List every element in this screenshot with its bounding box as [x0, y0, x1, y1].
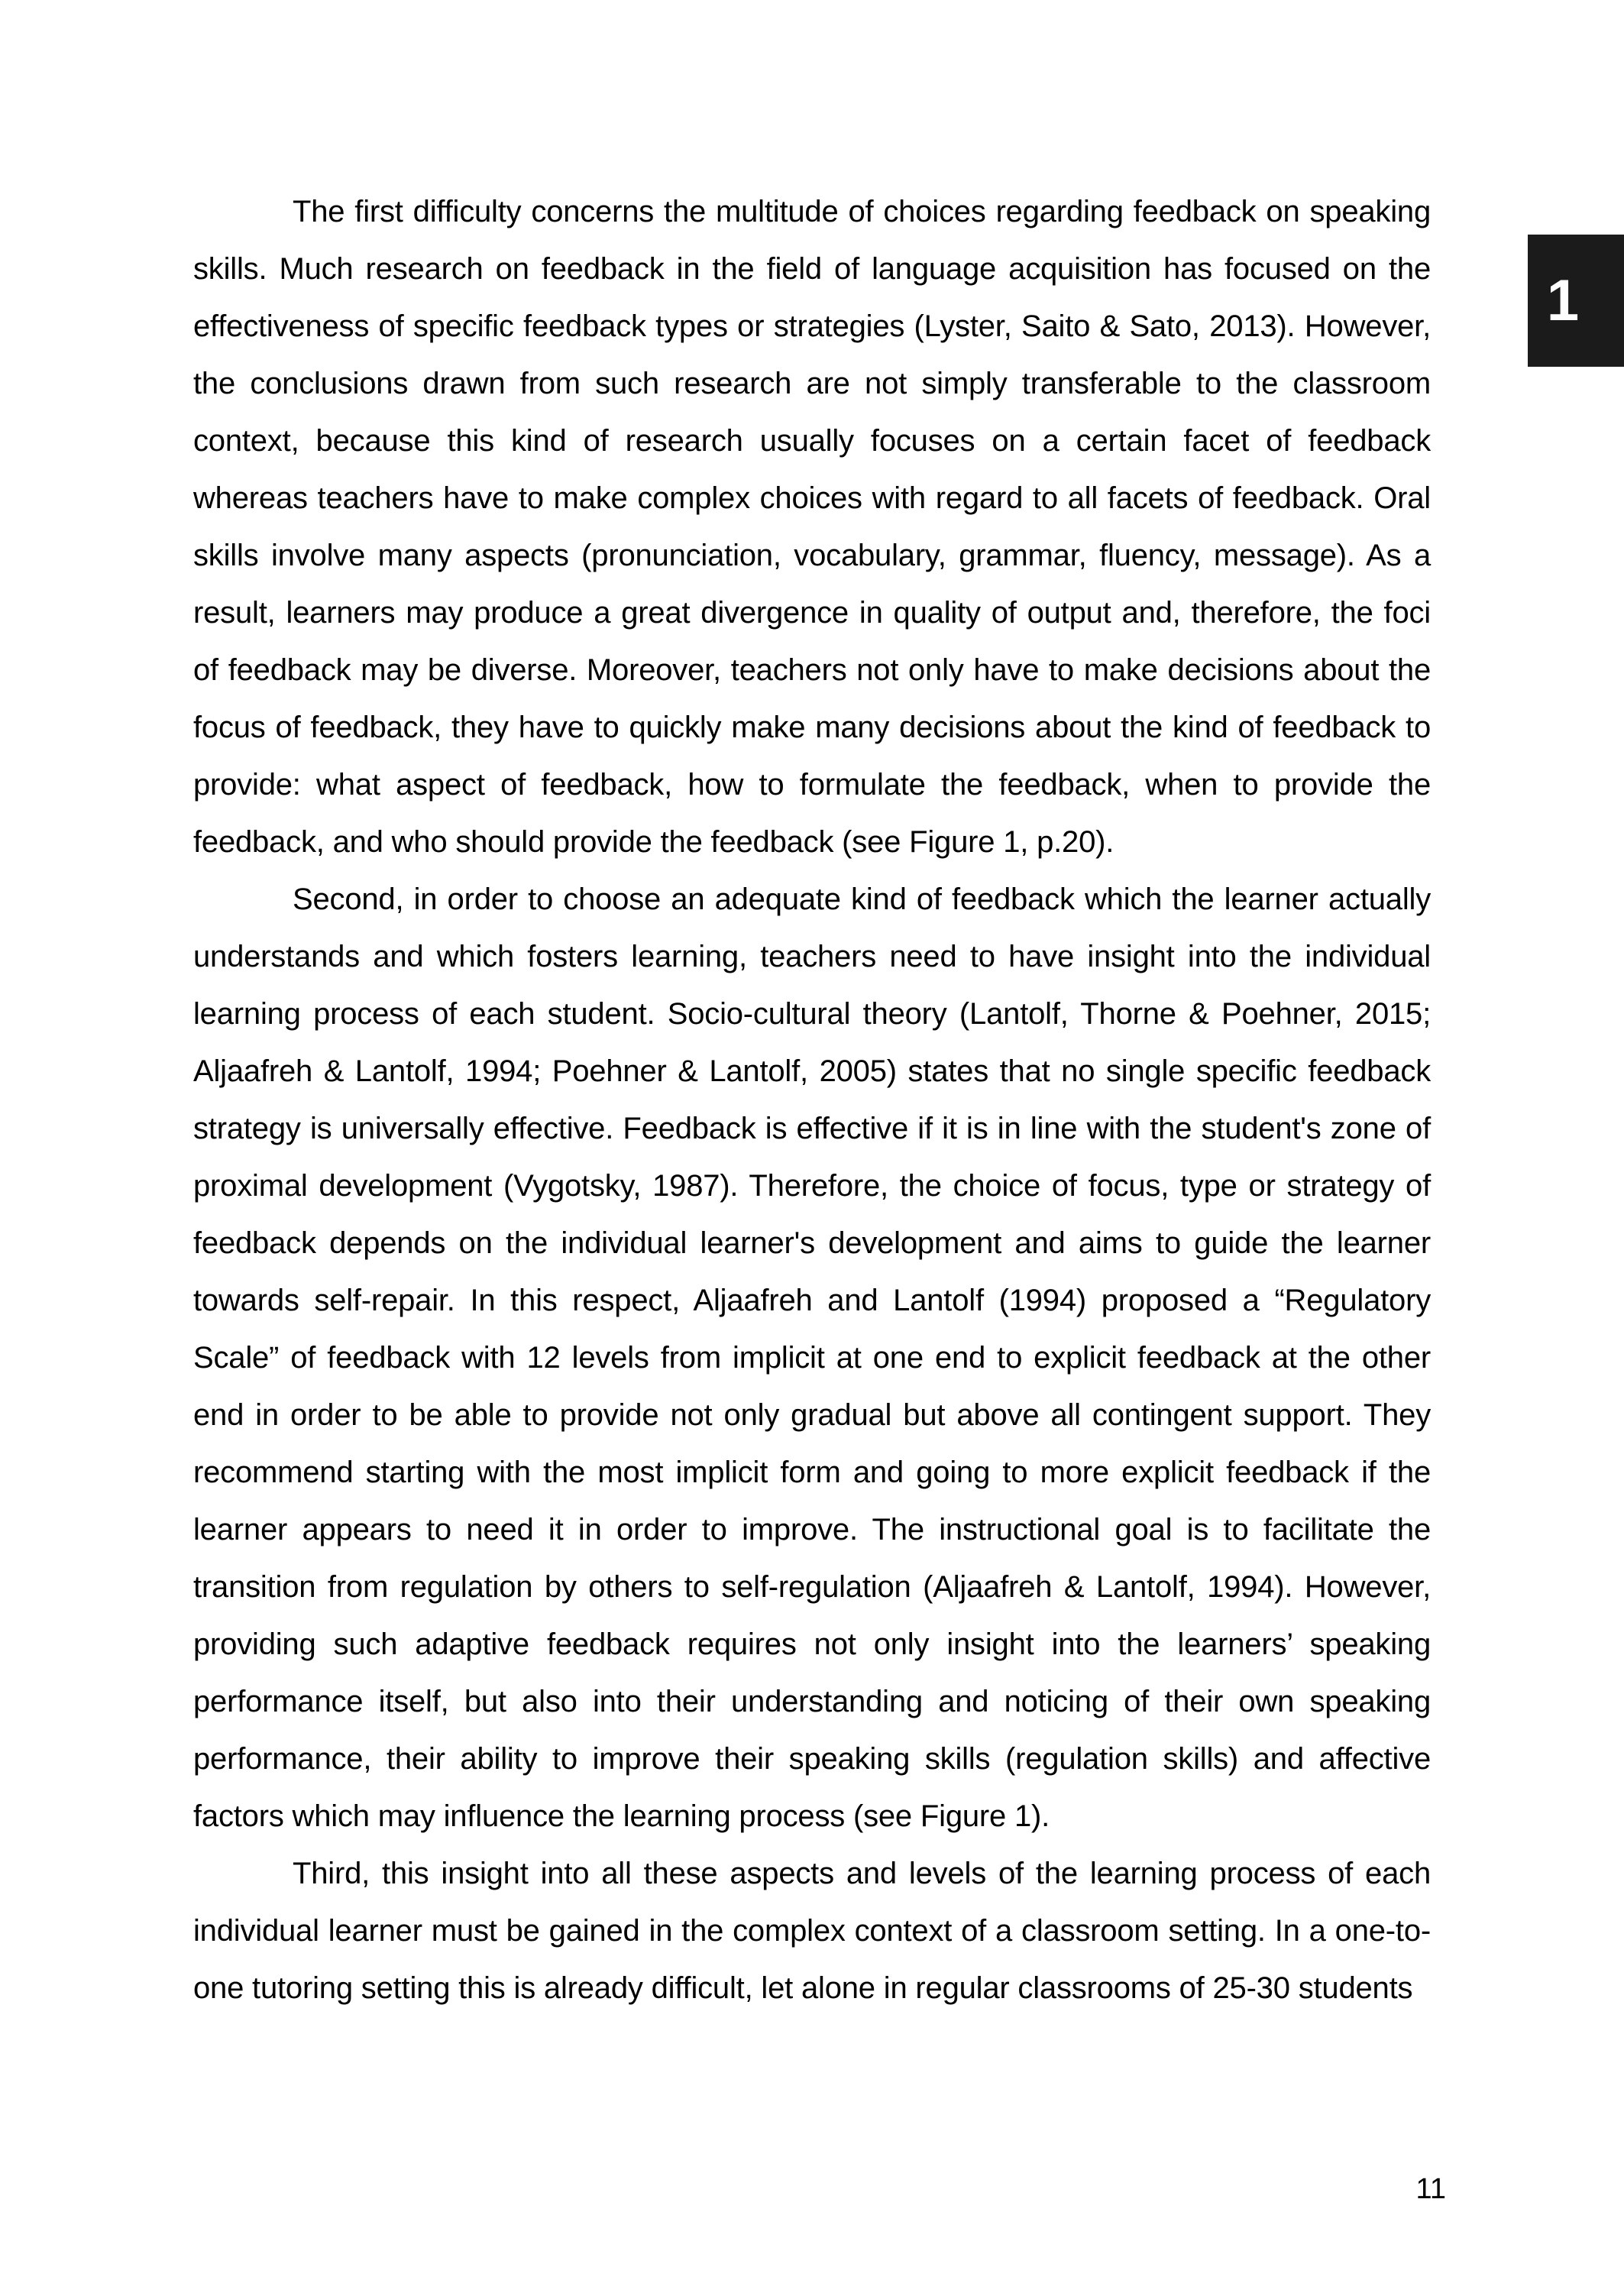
- paragraph-third-difficulty: Third, this insight into all these aspects and levels of the learning process of each individual learner must be gained in the complex context of a classroom setting. In a one-to-one tutoring setting this is already difficult, let alone in regular classrooms of 25-30 students: [193, 1857, 1431, 2005]
- paragraph-first-difficulty: The first difficulty concerns the multitude of choices regarding feedback on speaking skills. Much research on feedback in the field of language acquisition has focused on the effectiveness of specific feedback types or strategies (Lyster, Saito & Sato, 2013). However, the conclusions drawn from such research are not simply transferable to the classroom context, because this kind of research usually focuses on a certain facet of feedback whereas teachers have to make complex choices with regard to all facets of feedback. Oral skills involve many aspects (pronunciation, vocabulary, grammar, fluency, message). As a result, learners may produce a great divergence in quality of output and, therefore, the foci of feedback may be diverse. Moreover, teachers not only have to make decisions about the focus of feedback, they have to quickly make many decisions about the kind of feedback to provide: what aspect of feedback, how to formulate the feedback, when to provide the feedback, and who should provide the feedback (see Figure 1, p.20).: [193, 195, 1431, 859]
- page-number: 11: [1415, 2173, 1446, 2205]
- chapter-tab: [1528, 235, 1624, 367]
- chapter-number: 1: [1546, 268, 1580, 333]
- page-content: [193, 183, 1431, 2017]
- paragraph-second-difficulty: Second, in order to choose an adequate kind of feedback which the learner actually understands and which fosters learning, teachers need to have insight into the individual learning process of each student. Socio-cultural theory (Lantolf, Thorne & Poehner, 2015; Aljaafreh & Lantolf, 1994; Poehner & Lantolf, 2005) states that no single specific feedback strategy is universally effective. Feedback is effective if it is in line with the student's zone of proximal development (Vygotsky, 1987). Therefore, the choice of focus, type or strategy of feedback depends on the individual learner's development and aims to guide the learner towards self-repair. In this respect, Aljaafreh and Lantolf (1994) proposed a “Regulatory Scale” of feedback with 12 levels from implicit at one end to explicit feedback at the other end in order to be able to provide not only gradual but above all contingent support. They recommend starting with the most implicit form and going to more explicit feedback if the learner appears to need it in order to improve. The instructional goal is to facilitate the transition from regulation by others to self-regulation (Aljaafreh & Lantolf, 1994). However, providing such adaptive feedback requires not only insight into the learners’ speaking performance itself, but also into their understanding and noticing of their own speaking performance, their ability to improve their speaking skills (regulation skills) and affective factors which may influence the learning process (see Figure 1).: [193, 883, 1431, 1833]
